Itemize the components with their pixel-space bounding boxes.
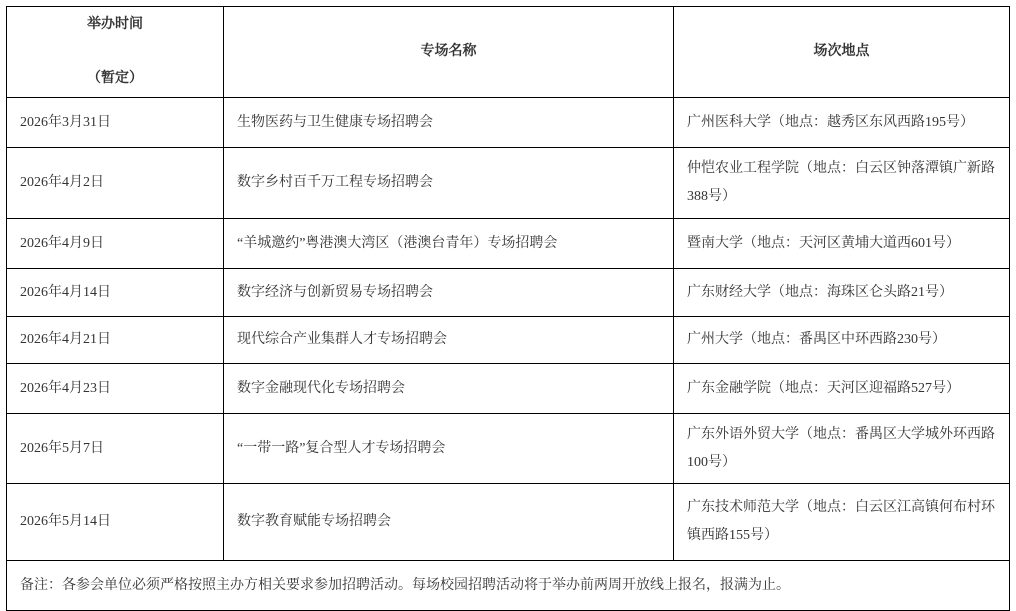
cell-session-name: 数字经济与创新贸易专场招聘会 [224, 269, 674, 317]
cell-location: 仲恺农业工程学院（地点：白云区钟落潭镇广新路388号） [674, 148, 1010, 219]
table-row [7, 414, 1010, 484]
cell-date: 2026年4月9日 [7, 219, 224, 269]
recruitment-schedule-table [6, 6, 1010, 611]
cell-date: 2026年4月14日 [7, 269, 224, 317]
header-time-line2: （暂定） [87, 71, 143, 86]
header-location: 场次地点 [674, 7, 1010, 98]
table-note-row [7, 561, 1010, 611]
table-row [7, 484, 1010, 561]
cell-location: 广州医科大学（地点：越秀区东风西路195号） [674, 98, 1010, 148]
header-time-line1: 举办时间 [87, 17, 143, 32]
table-header-row [7, 7, 1010, 98]
cell-session-name: “羊城邀约”粤港澳大湾区（港澳台青年）专场招聘会 [224, 219, 674, 269]
cell-location: 广东外语外贸大学（地点：番禺区大学城外环西路100号） [674, 414, 1010, 484]
table-row [7, 98, 1010, 148]
cell-date: 2026年4月21日 [7, 317, 224, 364]
cell-session-name: 生物医药与卫生健康专场招聘会 [224, 98, 674, 148]
cell-session-name: 现代综合产业集群人才专场招聘会 [224, 317, 674, 364]
cell-location: 广东金融学院（地点：天河区迎福路527号） [674, 364, 1010, 414]
table-row [7, 269, 1010, 317]
cell-location: 广州大学（地点：番禺区中环西路230号） [674, 317, 1010, 364]
cell-date: 2026年5月14日 [7, 484, 224, 561]
cell-session-name: “一带一路”复合型人才专场招聘会 [224, 414, 674, 484]
cell-location: 暨南大学（地点：天河区黄埔大道西601号） [674, 219, 1010, 269]
cell-session-name: 数字教育赋能专场招聘会 [224, 484, 674, 561]
cell-location: 广东技术师范大学（地点：白云区江高镇何布村环镇西路155号） [674, 484, 1010, 561]
header-time [7, 7, 224, 98]
cell-location: 广东财经大学（地点：海珠区仑头路21号） [674, 269, 1010, 317]
cell-date: 2026年3月31日 [7, 98, 224, 148]
table-row [7, 148, 1010, 219]
cell-date: 2026年4月2日 [7, 148, 224, 219]
cell-session-name: 数字乡村百千万工程专场招聘会 [224, 148, 674, 219]
header-session-name: 专场名称 [224, 7, 674, 98]
table-row [7, 219, 1010, 269]
table-row [7, 317, 1010, 364]
table-row [7, 364, 1010, 414]
cell-date: 2026年4月23日 [7, 364, 224, 414]
cell-date: 2026年5月7日 [7, 414, 224, 484]
cell-session-name: 数字金融现代化专场招聘会 [224, 364, 674, 414]
note-cell: 备注：各参会单位必须严格按照主办方相关要求参加招聘活动。每场校园招聘活动将于举办前两周开放线上报名，报满为止。 [7, 561, 1010, 611]
